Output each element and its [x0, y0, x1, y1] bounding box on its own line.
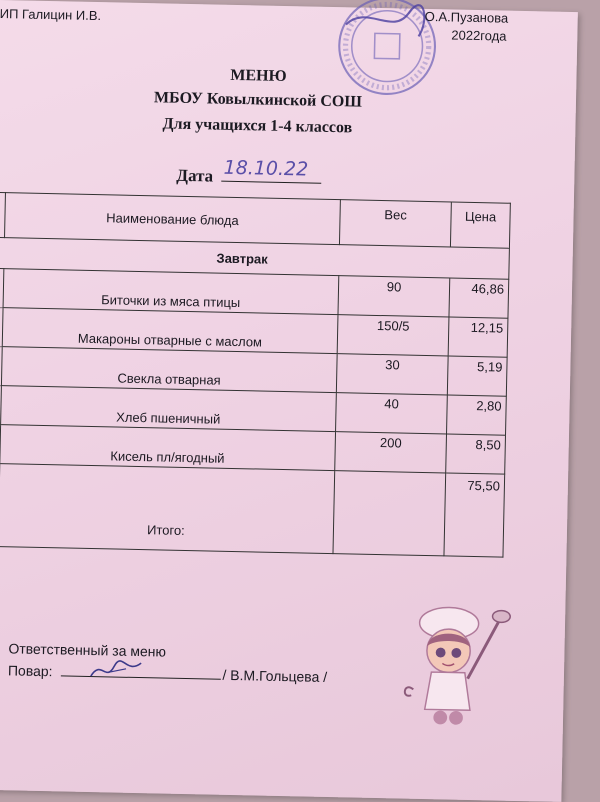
- total-label: Итого:: [0, 464, 335, 554]
- dish-name: Биточки из мяса птицы: [3, 269, 339, 315]
- header-right-year: 2022года: [451, 27, 507, 44]
- dish-name: Свекла отварная: [1, 347, 337, 393]
- dish-name: Макароны отварные с маслом: [2, 308, 338, 354]
- dish-weight: 200: [335, 432, 447, 473]
- dish-weight: 90: [338, 276, 450, 317]
- dish-price: 12,15: [448, 317, 508, 357]
- date-line: [221, 156, 321, 184]
- date-label: Дата: [176, 165, 214, 186]
- total-row: [0, 463, 505, 557]
- school-name: МБОУ Ковылкинской СОШ: [153, 89, 363, 111]
- section-label: Завтрак: [0, 237, 509, 279]
- header-right-name: О.А.Пузанова: [424, 8, 509, 26]
- cook-line: [8, 662, 327, 685]
- dish-price: 5,19: [447, 356, 507, 396]
- menu-title: МЕНЮ: [230, 66, 287, 86]
- header-cell-weight: Вес: [339, 200, 451, 247]
- dish-weight: 30: [336, 354, 448, 395]
- header-left: ИП Галицин И.В.: [0, 5, 102, 24]
- total-weight-cell: [333, 471, 446, 556]
- header-cell-name: Наименование блюда: [5, 193, 341, 245]
- date-value: 18.10.22: [223, 156, 309, 181]
- cook-label: Повар:: [7, 662, 53, 680]
- total-value: 75,50: [444, 473, 505, 557]
- signature-icon: [86, 654, 147, 685]
- audience: Для учащихся 1-4 классов: [162, 115, 353, 137]
- date-row: [176, 156, 322, 189]
- dish-name: Хлеб пшеничный: [1, 386, 337, 432]
- responsible-label: Ответственный за меню: [8, 640, 167, 660]
- cook-name: / В.М.Гольцева /: [222, 666, 328, 685]
- menu-table: [0, 192, 511, 558]
- chef-cartoon-icon: [393, 600, 514, 730]
- dish-price: 8,50: [446, 434, 506, 474]
- dish-price: 46,86: [449, 278, 509, 318]
- dish-weight: 40: [336, 393, 448, 434]
- header-cell-price: Цена: [450, 202, 510, 248]
- dish-name: Кисель пл/ягодный: [0, 425, 336, 471]
- dish-weight: 150/5: [337, 315, 449, 356]
- dish-price: 2,80: [447, 395, 507, 435]
